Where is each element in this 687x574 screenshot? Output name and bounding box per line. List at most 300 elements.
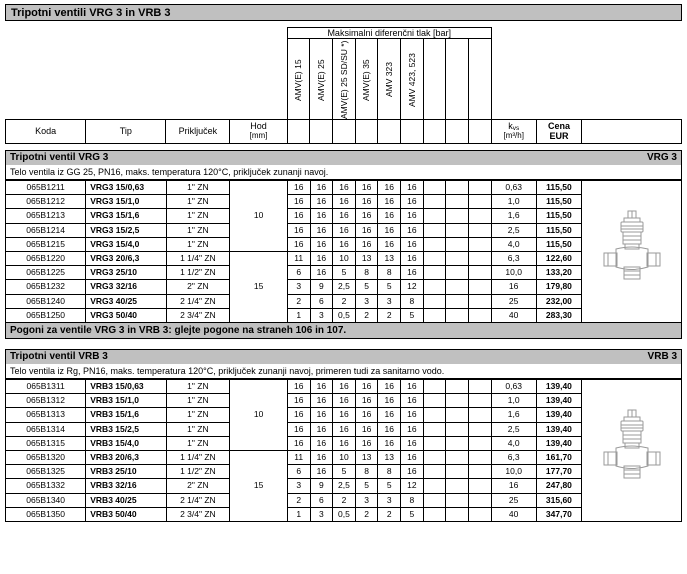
cell-pressure: 1 <box>287 308 310 322</box>
table-row <box>6 451 682 465</box>
cell-code: 065B1315 <box>6 436 86 450</box>
header-pressure-col-8 <box>468 39 491 120</box>
cell-price: 115,50 <box>536 181 581 195</box>
cell-pressure <box>423 181 446 195</box>
cell-pressure <box>446 195 469 209</box>
cell-type: VRB3 40/25 <box>86 493 166 507</box>
cell-code: 065B1225 <box>6 266 86 280</box>
cell-pressure: 6 <box>287 266 310 280</box>
cell-pressure: 13 <box>355 252 378 266</box>
cell-pressure: 13 <box>355 451 378 465</box>
cell-pressure: 8 <box>401 493 424 507</box>
cell-connection: 1" ZN <box>166 209 230 223</box>
cell-pressure: 8 <box>378 266 401 280</box>
cell-code: 065B1232 <box>6 280 86 294</box>
cell-pressure: 5 <box>333 266 356 280</box>
table-row <box>6 266 682 280</box>
cell-connection: 1" ZN <box>166 223 230 237</box>
cell-connection: 2 1/4" ZN <box>166 493 230 507</box>
cell-pressure: 8 <box>355 465 378 479</box>
header-pressure-col-1: AMV(E) 25 <box>310 39 333 120</box>
header-pressure-col-2: AMV(E) 25 SD/SU *) <box>333 39 356 120</box>
cell-pressure: 16 <box>355 394 378 408</box>
cell-type: VRB3 15/2,5 <box>86 422 166 436</box>
cell-type: VRG3 15/0,63 <box>86 181 166 195</box>
cell-pressure: 16 <box>401 451 424 465</box>
cell-pressure: 16 <box>333 436 356 450</box>
cell-pressure: 16 <box>401 209 424 223</box>
cell-type: VRB3 15/4,0 <box>86 436 166 450</box>
cell-pressure: 16 <box>333 223 356 237</box>
cell-pressure: 5 <box>333 465 356 479</box>
cell-pressure <box>423 237 446 251</box>
cell-pressure: 16 <box>287 209 310 223</box>
header-kvs-unit: [m³/h] <box>503 131 524 141</box>
cell-pressure <box>423 422 446 436</box>
cell-pressure: 16 <box>333 237 356 251</box>
header-image-col <box>582 120 682 144</box>
cell-pressure: 16 <box>378 408 401 422</box>
cell-pressure: 5 <box>355 479 378 493</box>
cell-pressure: 6 <box>310 493 333 507</box>
table-row <box>6 380 682 394</box>
cell-pressure: 3 <box>287 479 310 493</box>
header-hod-unit: [mm] <box>249 131 268 141</box>
sections-container <box>5 150 682 522</box>
cell-connection: 2" ZN <box>166 280 230 294</box>
cell-pressure: 16 <box>310 394 333 408</box>
cell-pressure <box>423 479 446 493</box>
cell-pressure <box>446 266 469 280</box>
cell-pressure: 8 <box>401 294 424 308</box>
section-title-bar <box>5 150 682 165</box>
cell-pressure: 16 <box>333 422 356 436</box>
cell-product-image <box>582 181 682 323</box>
cell-pressure <box>468 308 491 322</box>
cell-type: VRG3 25/10 <box>86 266 166 280</box>
cell-pressure <box>423 252 446 266</box>
cell-pressure <box>446 252 469 266</box>
cell-pressure: 16 <box>355 181 378 195</box>
table-row <box>6 308 682 322</box>
cell-pressure <box>468 209 491 223</box>
cell-pressure: 3 <box>310 308 333 322</box>
cell-connection: 1" ZN <box>166 237 230 251</box>
table-row <box>6 280 682 294</box>
header-spacer <box>6 28 86 39</box>
header-tip: Tip <box>86 120 166 144</box>
header-cena-label: Cena <box>547 120 570 131</box>
cell-stroke: 15 <box>230 252 288 323</box>
cell-pressure: 2 <box>378 308 401 322</box>
cell-kvs: 0,63 <box>491 181 536 195</box>
cell-pressure: 16 <box>333 209 356 223</box>
cell-pressure: 16 <box>355 237 378 251</box>
cell-pressure: 12 <box>401 280 424 294</box>
cell-type: VRG3 20/6,3 <box>86 252 166 266</box>
cell-code: 065B1250 <box>6 308 86 322</box>
cell-pressure: 16 <box>378 209 401 223</box>
cell-kvs: 1,0 <box>491 394 536 408</box>
cell-pressure <box>423 195 446 209</box>
cell-code: 065B1215 <box>6 237 86 251</box>
cell-price: 115,50 <box>536 195 581 209</box>
cell-pressure: 5 <box>401 308 424 322</box>
cell-pressure <box>446 465 469 479</box>
cell-pressure: 16 <box>287 380 310 394</box>
cell-price: 347,70 <box>536 507 581 521</box>
cell-pressure <box>468 422 491 436</box>
cell-pressure: 16 <box>378 422 401 436</box>
cell-pressure: 16 <box>378 436 401 450</box>
cell-pressure <box>446 507 469 521</box>
header-spacer <box>86 28 166 39</box>
three-way-valve-drawing <box>602 408 662 494</box>
table-row <box>6 465 682 479</box>
cell-pressure <box>468 436 491 450</box>
cell-pressure: 0,5 <box>333 507 356 521</box>
cell-pressure: 16 <box>333 195 356 209</box>
cell-pressure: 16 <box>378 237 401 251</box>
header-pressure-blank-0 <box>287 120 310 144</box>
cell-pressure: 9 <box>310 479 333 493</box>
cell-pressure: 16 <box>355 422 378 436</box>
header-kvs <box>491 120 536 144</box>
cell-pressure <box>446 436 469 450</box>
header-pressure-blank-4 <box>378 120 401 144</box>
cell-price: 139,40 <box>536 422 581 436</box>
cell-price: 177,70 <box>536 465 581 479</box>
cell-pressure: 16 <box>401 266 424 280</box>
cell-connection: 2 1/4" ZN <box>166 294 230 308</box>
table-row <box>6 408 682 422</box>
header-pressure-col-3: AMV(E) 35 <box>355 39 378 120</box>
header-label-row <box>6 120 682 144</box>
header-pressure-blank-2 <box>333 120 356 144</box>
cell-pressure <box>446 223 469 237</box>
cell-connection: 1" ZN <box>166 436 230 450</box>
cell-kvs: 2,5 <box>491 223 536 237</box>
header-spacer <box>582 39 682 120</box>
cell-pressure: 5 <box>401 507 424 521</box>
header-spacer <box>6 39 86 120</box>
header-pressure-blank-6 <box>423 120 446 144</box>
header-spacer <box>230 28 288 39</box>
cell-pressure <box>468 252 491 266</box>
cell-price: 161,70 <box>536 451 581 465</box>
cell-pressure: 5 <box>378 280 401 294</box>
cell-pressure: 10 <box>333 252 356 266</box>
cell-pressure: 16 <box>355 380 378 394</box>
cell-code: 065B1320 <box>6 451 86 465</box>
cell-pressure <box>468 394 491 408</box>
header-pressure-col-7 <box>446 39 469 120</box>
cell-pressure: 16 <box>401 252 424 266</box>
cell-pressure: 16 <box>310 436 333 450</box>
cell-code: 065B1214 <box>6 223 86 237</box>
cell-pressure <box>468 195 491 209</box>
cell-pressure <box>468 493 491 507</box>
cell-pressure <box>468 223 491 237</box>
header-prikljucek: Priključek <box>166 120 230 144</box>
section-title: Tripotni ventil VRB 3 <box>10 351 108 363</box>
cell-price: 247,80 <box>536 479 581 493</box>
header-spacer <box>491 39 536 120</box>
header-cena-unit: EUR <box>549 130 569 141</box>
cell-pressure: 6 <box>310 294 333 308</box>
cell-pressure: 3 <box>310 507 333 521</box>
cell-pressure: 2,5 <box>333 479 356 493</box>
table-row <box>6 252 682 266</box>
header-spacer <box>582 28 682 39</box>
table-row <box>6 209 682 223</box>
table-row <box>6 479 682 493</box>
section-title-bar <box>5 349 682 364</box>
header-pressure-blank-1 <box>310 120 333 144</box>
header-pressure-blank-3 <box>355 120 378 144</box>
cell-pressure <box>468 294 491 308</box>
header-spacer <box>166 39 230 120</box>
cell-code: 065B1312 <box>6 394 86 408</box>
cell-type: VRB3 50/40 <box>86 507 166 521</box>
cell-pressure <box>423 493 446 507</box>
page-title-bar <box>5 4 682 21</box>
header-spacer <box>536 28 581 39</box>
table-row <box>6 294 682 308</box>
cell-kvs: 25 <box>491 493 536 507</box>
cell-kvs: 4,0 <box>491 436 536 450</box>
header-pressure-col-0: AMV(E) 15 <box>287 39 310 120</box>
header-hod-label: Hod <box>250 121 267 132</box>
cell-pressure <box>468 237 491 251</box>
cell-pressure: 16 <box>287 195 310 209</box>
cell-pressure: 16 <box>310 465 333 479</box>
cell-pressure: 16 <box>310 223 333 237</box>
cell-pressure: 11 <box>287 451 310 465</box>
cell-connection: 2 3/4" ZN <box>166 507 230 521</box>
cell-pressure: 6 <box>287 465 310 479</box>
header-pressure-col-4: AMV 323 <box>378 39 401 120</box>
table-row <box>6 394 682 408</box>
cell-pressure: 3 <box>287 280 310 294</box>
cell-connection: 1" ZN <box>166 181 230 195</box>
cell-pressure <box>423 451 446 465</box>
cell-pressure: 16 <box>401 394 424 408</box>
cell-connection: 1" ZN <box>166 408 230 422</box>
cell-pressure <box>446 422 469 436</box>
cell-pressure <box>446 394 469 408</box>
cell-pressure: 16 <box>378 195 401 209</box>
header-kvs-sub: vs <box>512 125 520 133</box>
cell-pressure: 16 <box>333 408 356 422</box>
cell-pressure: 16 <box>287 422 310 436</box>
cell-pressure: 16 <box>401 408 424 422</box>
header-hod <box>230 120 288 144</box>
section-code: VRG 3 <box>646 152 677 163</box>
cell-kvs: 10,0 <box>491 266 536 280</box>
cell-pressure: 16 <box>401 436 424 450</box>
cell-type: VRG3 50/40 <box>86 308 166 322</box>
cell-kvs: 40 <box>491 507 536 521</box>
cell-pressure: 16 <box>355 408 378 422</box>
cell-price: 133,20 <box>536 266 581 280</box>
cell-kvs: 4,0 <box>491 237 536 251</box>
cell-pressure <box>423 294 446 308</box>
cell-pressure: 16 <box>333 380 356 394</box>
header-koda: Koda <box>6 120 86 144</box>
product-section <box>5 150 682 339</box>
cell-price: 139,40 <box>536 436 581 450</box>
cell-pressure: 16 <box>310 422 333 436</box>
cell-connection: 2" ZN <box>166 479 230 493</box>
cell-pressure: 16 <box>310 266 333 280</box>
header-group-row <box>6 28 682 39</box>
table-row <box>6 422 682 436</box>
cell-code: 065B1340 <box>6 493 86 507</box>
cell-pressure: 16 <box>310 237 333 251</box>
header-cena <box>536 120 581 144</box>
cell-type: VRB3 15/1,6 <box>86 408 166 422</box>
cell-pressure: 16 <box>401 223 424 237</box>
cell-connection: 1 1/2" ZN <box>166 465 230 479</box>
cell-pressure <box>423 436 446 450</box>
cell-kvs: 16 <box>491 280 536 294</box>
cell-code: 065B1213 <box>6 209 86 223</box>
cell-connection: 1 1/2" ZN <box>166 266 230 280</box>
cell-kvs: 1,6 <box>491 209 536 223</box>
three-way-valve-drawing <box>602 209 662 295</box>
cell-kvs: 6,3 <box>491 451 536 465</box>
cell-type: VRG3 40/25 <box>86 294 166 308</box>
cell-connection: 1" ZN <box>166 422 230 436</box>
cell-pressure: 13 <box>378 252 401 266</box>
cell-pressure <box>423 223 446 237</box>
table-row <box>6 195 682 209</box>
cell-pressure: 16 <box>355 436 378 450</box>
table-row <box>6 436 682 450</box>
table-row <box>6 237 682 251</box>
cell-pressure <box>423 507 446 521</box>
cell-connection: 1" ZN <box>166 394 230 408</box>
cell-type: VRB3 25/10 <box>86 465 166 479</box>
cell-kvs: 2,5 <box>491 422 536 436</box>
cell-pressure <box>468 380 491 394</box>
cell-code: 065B1211 <box>6 181 86 195</box>
header-kvs-label: k <box>508 121 513 132</box>
cell-type: VRB3 15/1,0 <box>86 394 166 408</box>
cell-stroke: 15 <box>230 451 288 522</box>
table-row <box>6 181 682 195</box>
cell-pressure <box>468 280 491 294</box>
cell-pressure <box>446 308 469 322</box>
cell-kvs: 1,0 <box>491 195 536 209</box>
header-pressure-blank-5 <box>400 120 423 144</box>
cell-kvs: 40 <box>491 308 536 322</box>
cell-pressure: 12 <box>401 479 424 493</box>
cell-type: VRG3 32/16 <box>86 280 166 294</box>
cell-pressure: 8 <box>378 465 401 479</box>
cell-price: 115,50 <box>536 237 581 251</box>
cell-pressure <box>446 280 469 294</box>
cell-pressure <box>468 479 491 493</box>
cell-pressure: 0,5 <box>333 308 356 322</box>
header-spacer <box>86 39 166 120</box>
cell-kvs: 1,6 <box>491 408 536 422</box>
page-title: Tripotni ventili VRG 3 in VRB 3 <box>11 6 171 19</box>
cell-pressure: 16 <box>401 422 424 436</box>
cell-pressure <box>468 465 491 479</box>
cell-pressure <box>423 209 446 223</box>
cell-pressure <box>423 465 446 479</box>
cell-price: 232,00 <box>536 294 581 308</box>
table-column-header <box>5 27 682 144</box>
cell-code: 065B1332 <box>6 479 86 493</box>
cell-product-image <box>582 380 682 522</box>
cell-price: 139,40 <box>536 408 581 422</box>
cell-price: 115,50 <box>536 209 581 223</box>
cell-price: 115,50 <box>536 223 581 237</box>
cell-pressure: 16 <box>401 465 424 479</box>
product-table <box>5 180 682 323</box>
cell-pressure: 16 <box>355 223 378 237</box>
header-pressure-blank-7 <box>446 120 469 144</box>
cell-pressure: 16 <box>287 223 310 237</box>
cell-pressure: 16 <box>310 380 333 394</box>
cell-kvs: 16 <box>491 479 536 493</box>
cell-price: 315,60 <box>536 493 581 507</box>
cell-connection: 2 3/4" ZN <box>166 308 230 322</box>
cell-pressure: 3 <box>378 493 401 507</box>
cell-pressure: 16 <box>287 237 310 251</box>
table-row <box>6 507 682 521</box>
cell-code: 065B1314 <box>6 422 86 436</box>
cell-pressure: 16 <box>287 436 310 450</box>
cell-pressure: 16 <box>378 380 401 394</box>
cell-pressure: 16 <box>310 451 333 465</box>
header-pressure-col-5: AMV 423, 523 <box>400 39 423 120</box>
cell-pressure: 16 <box>287 181 310 195</box>
section-code: VRB 3 <box>647 351 677 363</box>
cell-pressure: 2 <box>287 493 310 507</box>
cell-pressure: 16 <box>401 380 424 394</box>
cell-connection: 1" ZN <box>166 195 230 209</box>
header-vertical-row <box>6 39 682 120</box>
cell-pressure: 16 <box>333 181 356 195</box>
section-description: Telo ventila iz GG 25, PN16, maks. temperatura 120°C, priključek zunanji navoj. <box>5 165 682 180</box>
cell-pressure <box>468 451 491 465</box>
section-title: Tripotni ventil VRG 3 <box>10 152 109 163</box>
header-spacer <box>536 39 581 120</box>
section-note: Pogoni za ventile VRG 3 in VRB 3: glejte pogone na straneh 106 in 107. <box>5 323 682 339</box>
cell-code: 065B1350 <box>6 507 86 521</box>
cell-code: 065B1313 <box>6 408 86 422</box>
table-row <box>6 223 682 237</box>
cell-price: 139,40 <box>536 394 581 408</box>
cell-pressure: 16 <box>401 237 424 251</box>
cell-pressure: 2 <box>378 507 401 521</box>
cell-pressure: 16 <box>287 408 310 422</box>
cell-pressure <box>468 408 491 422</box>
cell-pressure: 16 <box>401 181 424 195</box>
cell-type: VRG3 15/2,5 <box>86 223 166 237</box>
cell-pressure <box>446 451 469 465</box>
header-group-pressure: Maksimalni diferenčni tlak [bar] <box>287 28 491 39</box>
cell-kvs: 25 <box>491 294 536 308</box>
cell-pressure: 16 <box>401 195 424 209</box>
cell-pressure <box>468 266 491 280</box>
cell-pressure <box>423 394 446 408</box>
table-row <box>6 493 682 507</box>
